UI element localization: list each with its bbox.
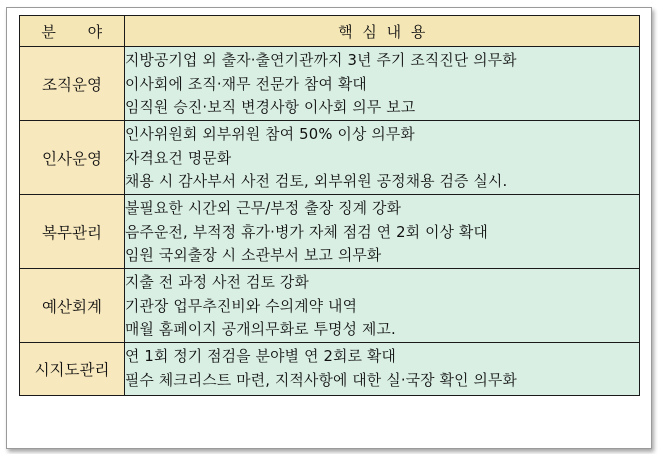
table-row-org [20, 47, 640, 121]
content-line: 임직원 승진·보직 변경사항 이사회 의무 보고 [125, 99, 416, 116]
content-line: 인사위원회 외부위원 참여 50% 이상 의무화 [125, 126, 415, 143]
header-core-content: 핵 심 내 용 [125, 16, 640, 47]
content-line: 매월 홈페이지 공개의무화로 투명성 제고. [125, 321, 396, 338]
content-line: 임원 국외출장 시 소관부서 보고 의무화 [125, 247, 382, 264]
content-cell [125, 269, 640, 343]
policy-table [19, 15, 640, 396]
category-cell: 시지도관리 [20, 343, 125, 396]
content-line: 불필요한 시간외 근무/부정 출장 징계 강화 [125, 200, 402, 217]
content-line: 음주운전, 부적정 휴가·병가 자체 점검 연 2회 이상 확대 [125, 223, 489, 241]
header-category: 분 야 [20, 16, 125, 47]
table-row-supervision [20, 343, 640, 396]
category-cell: 인사운영 [20, 121, 125, 195]
table-row-budget [20, 269, 640, 343]
table-row-duty [20, 195, 640, 269]
category-cell: 조직운영 [20, 47, 125, 121]
content-line: 이사회에 조직·재무 전문가 참여 확대 [125, 75, 367, 93]
category-cell: 복무관리 [20, 195, 125, 269]
content-line: 기관장 업무추진비와 수의계약 내역 [125, 297, 358, 315]
content-cell [125, 47, 640, 121]
category-cell: 예산회계 [20, 269, 125, 343]
content-line: 지출 전 과정 사전 검토 강화 [125, 274, 309, 291]
content-line: 자격요건 명문화 [125, 149, 232, 167]
content-cell [125, 195, 640, 269]
table-row-hr [20, 121, 640, 195]
content-line: 연 1회 정기 점검을 분야별 연 2회로 확대 [125, 348, 396, 365]
content-line: 채용 시 감사부서 사전 검토, 외부위원 공정채용 검증 실시. [125, 173, 508, 190]
content-line: 필수 체크리스트 마련, 지적사항에 대한 실·국장 확인 의무화 [125, 371, 517, 389]
table-header-row [20, 16, 640, 47]
content-cell [125, 343, 640, 396]
content-cell [125, 121, 640, 195]
content-line: 지방공기업 외 출자·출연기관까지 3년 주기 조직진단 의무화 [125, 52, 517, 69]
